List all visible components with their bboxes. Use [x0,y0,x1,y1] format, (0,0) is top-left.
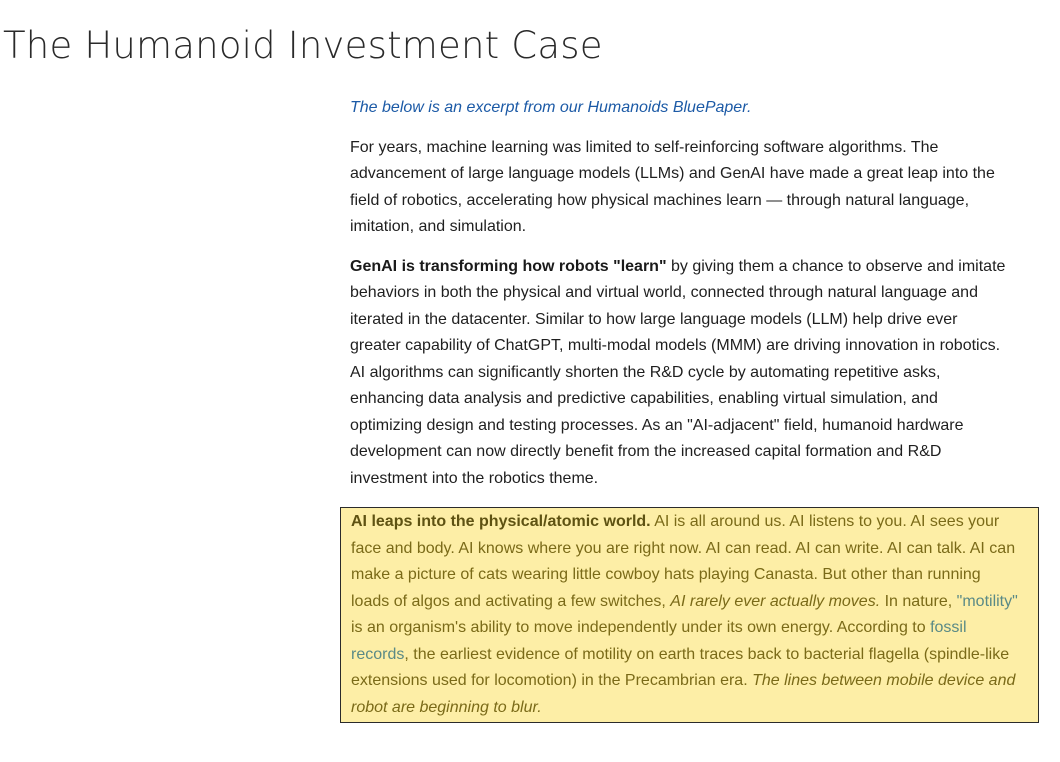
callout-text-2: In nature, [880,592,957,610]
callout-italic-2: The lines between mobile device and robot are beginning to blur. [351,672,1016,716]
fossil-records-link[interactable]: fossil records [351,619,967,663]
callout-text-3: is an organism's ability to move independently under its own energy. According to [351,619,931,636]
callout-lead: AI leaps into the physical/atomic world. [351,513,651,530]
callout-box [340,507,1039,723]
article-paragraph-1: For years, machine learning was limited to self-reinforcing software algorithms. The advancement of large language models (LLMs) and GenAI have made a great leap into the field of robotics, accelerating how physical machines learn — through natural language, imitation, and simulation. [350,138,995,235]
article-body [350,95,1010,505]
paragraph-2-lead: GenAI is transforming how robots "learn" [350,257,667,275]
article-paragraph-2 [350,254,1010,493]
page-title: The Humanoid Investment Case [3,24,603,67]
callout-text [351,509,1021,721]
callout-italic-1: AI rarely ever actually moves. [670,592,881,610]
article-intro: The below is an excerpt from our Humanoids BluePaper. [350,99,752,116]
motility-link[interactable]: "motility" [956,592,1018,610]
paragraph-2-body: by giving them a chance to observe and imitate behaviors in both the physical and virtual world, connected through natural language and iterated in the datacenter. Similar to how large language models (LLM) help drive ever greater capability of ChatGPT, multi-modal models (MMM) are driving innovation in robotics. AI algorithms can significantly shorten the R&D cycle by automating repetitive asks, enhancing data analysis and predictive capabilities, enabling virtual simulation, and optimizing design and testing processes. As an "AI-adjacent" field, humanoid hardware development can now directly benefit from the increased capital formation and R&D investment into the robotics theme. [350,257,1006,487]
callout-text-1: AI is all around us. AI listens to you. AI sees your face and body. AI knows where you are right now. AI can read. AI can write. AI can talk. AI can make a picture of cats wearing little cowboy hats playing Canasta. But other than running loads of algos and activating a few switches, [351,513,1016,610]
callout-text-4: , the earliest evidence of motility on earth traces back to bacterial flagella (spindle-like extensions used for locomotion) in the Precambrian era. [351,645,1010,689]
